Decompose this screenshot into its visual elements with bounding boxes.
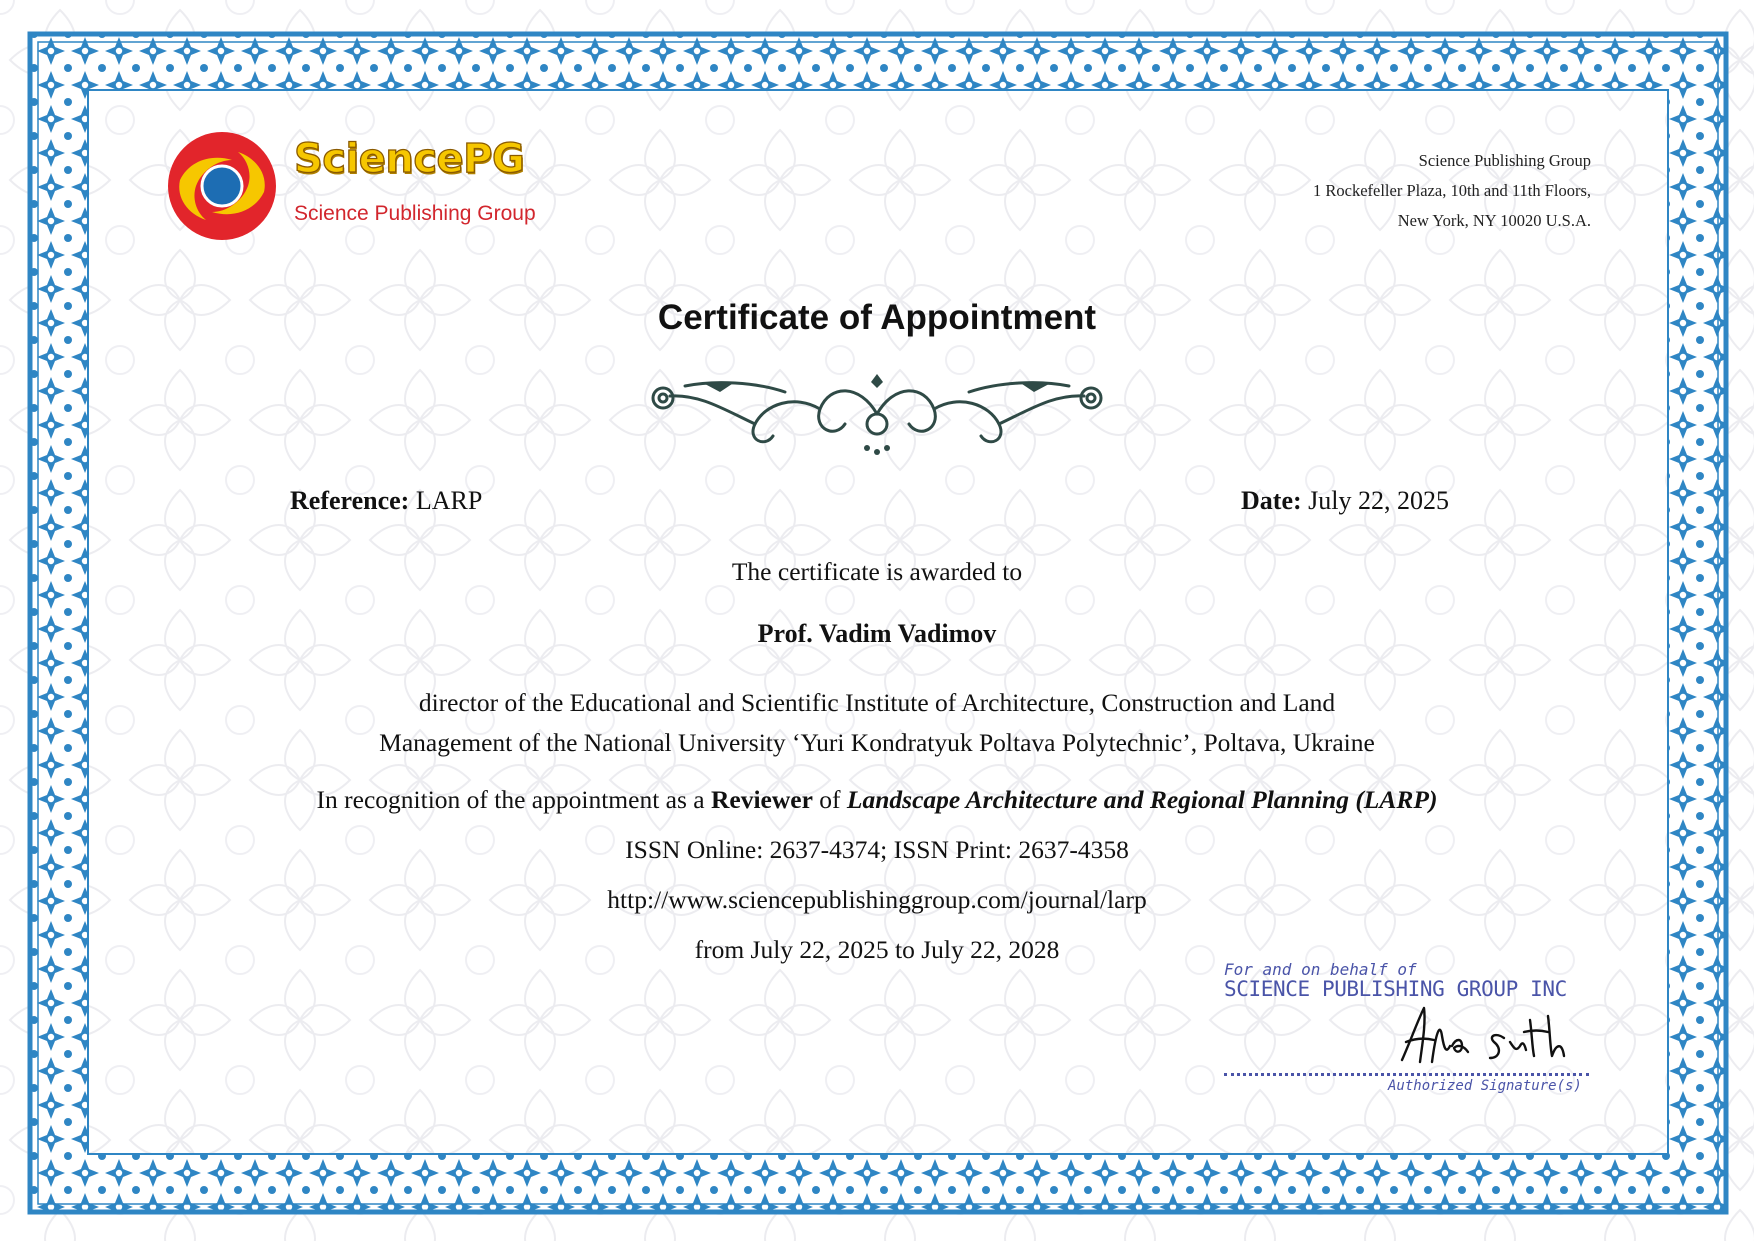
role-name: Reviewer <box>710 785 813 814</box>
recognition-prefix: In recognition of the appointment as a <box>316 785 705 814</box>
scroll-ornament-icon <box>645 374 1109 460</box>
date-value: July 22, 2025 <box>1308 486 1449 515</box>
description-line: director of the Educational and Scientific Institute of Architecture, Construction and Land <box>418 688 1336 717</box>
date-label: Date: <box>1241 486 1302 515</box>
reference-value: LARP <box>415 486 483 515</box>
sciencepg-logo-mark-icon <box>166 130 278 242</box>
recipient-name: Prof. Vadim Vadimov <box>757 619 997 648</box>
issn-line: ISSN Online: 2637-4374; ISSN Print: 2637-4358 <box>625 835 1129 864</box>
description-line: Management of the National University ‘Yuri Kondratyuk Poltava Polytechnic’, Poltava, Ukraine <box>379 728 1375 757</box>
address-line: Science Publishing Group <box>1418 151 1591 170</box>
publisher-address <box>1313 146 1591 236</box>
appointment-period: from July 22, 2025 to July 22, 2028 <box>694 935 1060 964</box>
address-line: New York, NY 10020 U.S.A. <box>1397 211 1591 230</box>
recognition-line <box>0 785 1754 815</box>
signature-stamp <box>1224 960 1594 1100</box>
reference-field <box>290 486 482 516</box>
sciencepg-logo <box>166 130 536 246</box>
stamp-company-text: SCIENCE PUBLISHING GROUP INC <box>1224 977 1567 1001</box>
signature-line <box>1224 1073 1589 1076</box>
logo-subtitle: Science Publishing Group <box>294 202 536 225</box>
of-word: of <box>819 785 841 814</box>
address-line: 1 Rockefeller Plaza, 10th and 11th Floors, <box>1313 181 1591 200</box>
awarded-text: The certificate is awarded to <box>731 557 1023 586</box>
handwritten-signature <box>1392 1002 1572 1068</box>
certificate-title: Certificate of Appointment <box>657 298 1097 337</box>
date-field <box>1241 486 1449 516</box>
journal-name: Landscape Architecture and Regional Planning (LARP) <box>846 785 1438 814</box>
stamp-behalf-text: For and on behalf of <box>1224 960 1417 979</box>
reference-label: Reference: <box>290 486 410 515</box>
journal-url: http://www.sciencepublishinggroup.com/journal/larp <box>607 885 1147 914</box>
recipient-description <box>0 683 1754 763</box>
logo-name: SciencePG <box>294 136 525 182</box>
authorized-signature-text: Authorized Signature(s) <box>1388 1078 1582 1094</box>
